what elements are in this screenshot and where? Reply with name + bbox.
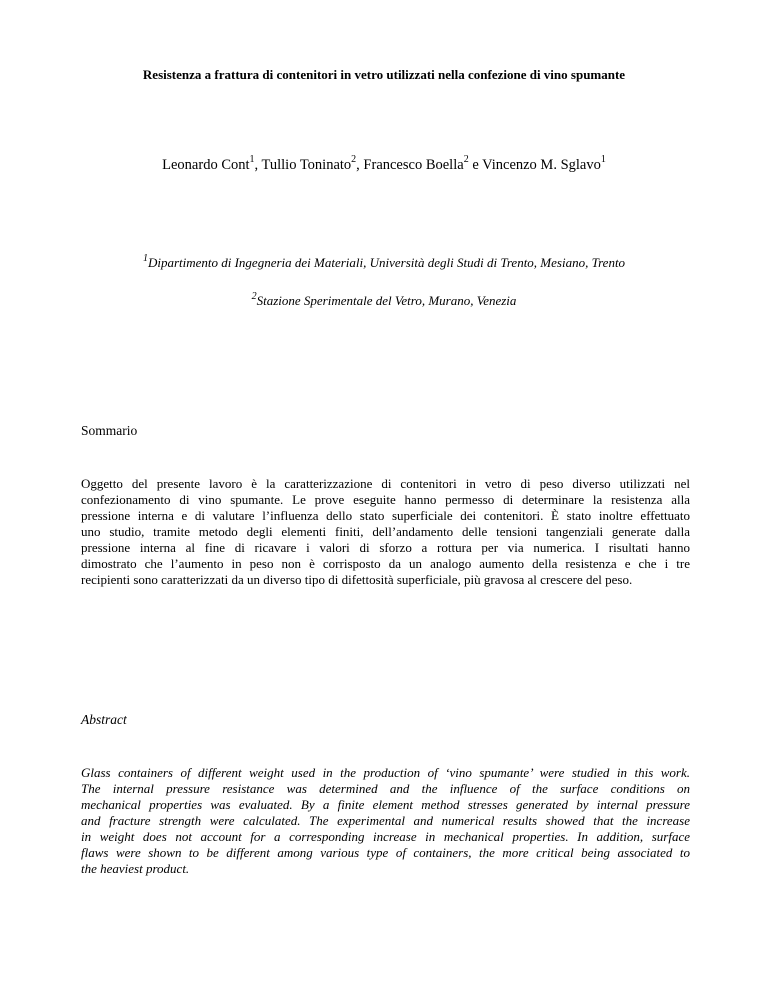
author-list xyxy=(0,155,768,175)
author-affiliation-mark: 1 xyxy=(600,154,606,166)
paragraph-line: Glass containers of different weight used in the production of ‘vino spumante’ were studied in this work. xyxy=(81,765,690,780)
paragraph-line: Oggetto del presente lavoro è la caratterizzazione di contenitori in vetro di peso diverso utilizzati nel xyxy=(81,476,690,491)
paragraph-line: flaws were shown to be different among various type of containers, the more critical being associated to xyxy=(81,845,690,860)
author-name: Francesco Boella xyxy=(363,157,464,173)
author-affiliation-mark: 2 xyxy=(351,154,357,166)
affiliation-mark: 2 xyxy=(251,290,257,302)
author-separator: , xyxy=(356,157,364,173)
paragraph-line: dimostrato che l’aumento in peso non è corrisposto da un analogo aumento della resistenza e che i tre xyxy=(81,556,690,571)
affiliation-text: Stazione Sperimentale del Vetro, Murano, Venezia xyxy=(256,293,517,308)
paragraph-line: recipienti sono caratterizzati da un diverso tipo di difettosità superficiale, più gravosa al crescere del peso. xyxy=(81,572,633,587)
abstract-heading: Abstract xyxy=(81,712,127,727)
sommario-paragraph xyxy=(81,476,690,588)
author-name: Tullio Toninato xyxy=(261,157,352,173)
paragraph-line: mechanical properties was evaluated. By a finite element method stresses generated by internal pressure xyxy=(81,797,690,812)
paragraph-line: and fracture strength were calculated. The experimental and numerical results showed that the increase xyxy=(81,813,690,828)
paragraph-line: pressione interna al fine di ricavare i valori di sforzo a rottura per via numerica. I risultati hanno xyxy=(81,540,690,555)
author-separator: e xyxy=(468,157,483,173)
author-name: Leonardo Cont xyxy=(162,157,250,173)
author-affiliation-mark: 2 xyxy=(463,154,469,166)
affiliation-mark: 1 xyxy=(142,252,148,264)
paragraph-line: confezionamento di vino spumante. Le prove eseguite hanno permesso di determinare la resistenza alla xyxy=(81,492,690,507)
paragraph-line: The internal pressure resistance was determined and the influence of the surface conditions on xyxy=(81,781,690,796)
paragraph-line: the heaviest product. xyxy=(81,861,190,876)
sommario-heading: Sommario xyxy=(81,423,138,438)
affiliation xyxy=(0,292,768,310)
paragraph-line: pressione interna e di valutare l’influenza dello stato superficiale dei contenitori. È stato inoltre effettuato xyxy=(81,508,690,523)
author-separator: , xyxy=(254,157,262,173)
author-affiliation-mark: 1 xyxy=(249,154,255,166)
paragraph-line: uno studio, tramite metodo degli elementi finiti, dell’andamento delle tensioni tangenziali generate dalla xyxy=(81,524,690,539)
abstract-paragraph xyxy=(81,765,690,877)
author-name: Vincenzo M. Sglavo xyxy=(482,157,601,173)
paragraph-line: in weight does not account for a corresponding increase in mechanical properties. In addition, surface xyxy=(81,829,690,844)
paper-title: Resistenza a frattura di contenitori in vetro utilizzati nella confezione di vino spumante xyxy=(142,67,626,82)
affiliation xyxy=(0,254,768,272)
affiliation-text: Dipartimento di Ingegneria dei Materiali, Università degli Studi di Trento, Mesiano, Trento xyxy=(147,255,626,270)
